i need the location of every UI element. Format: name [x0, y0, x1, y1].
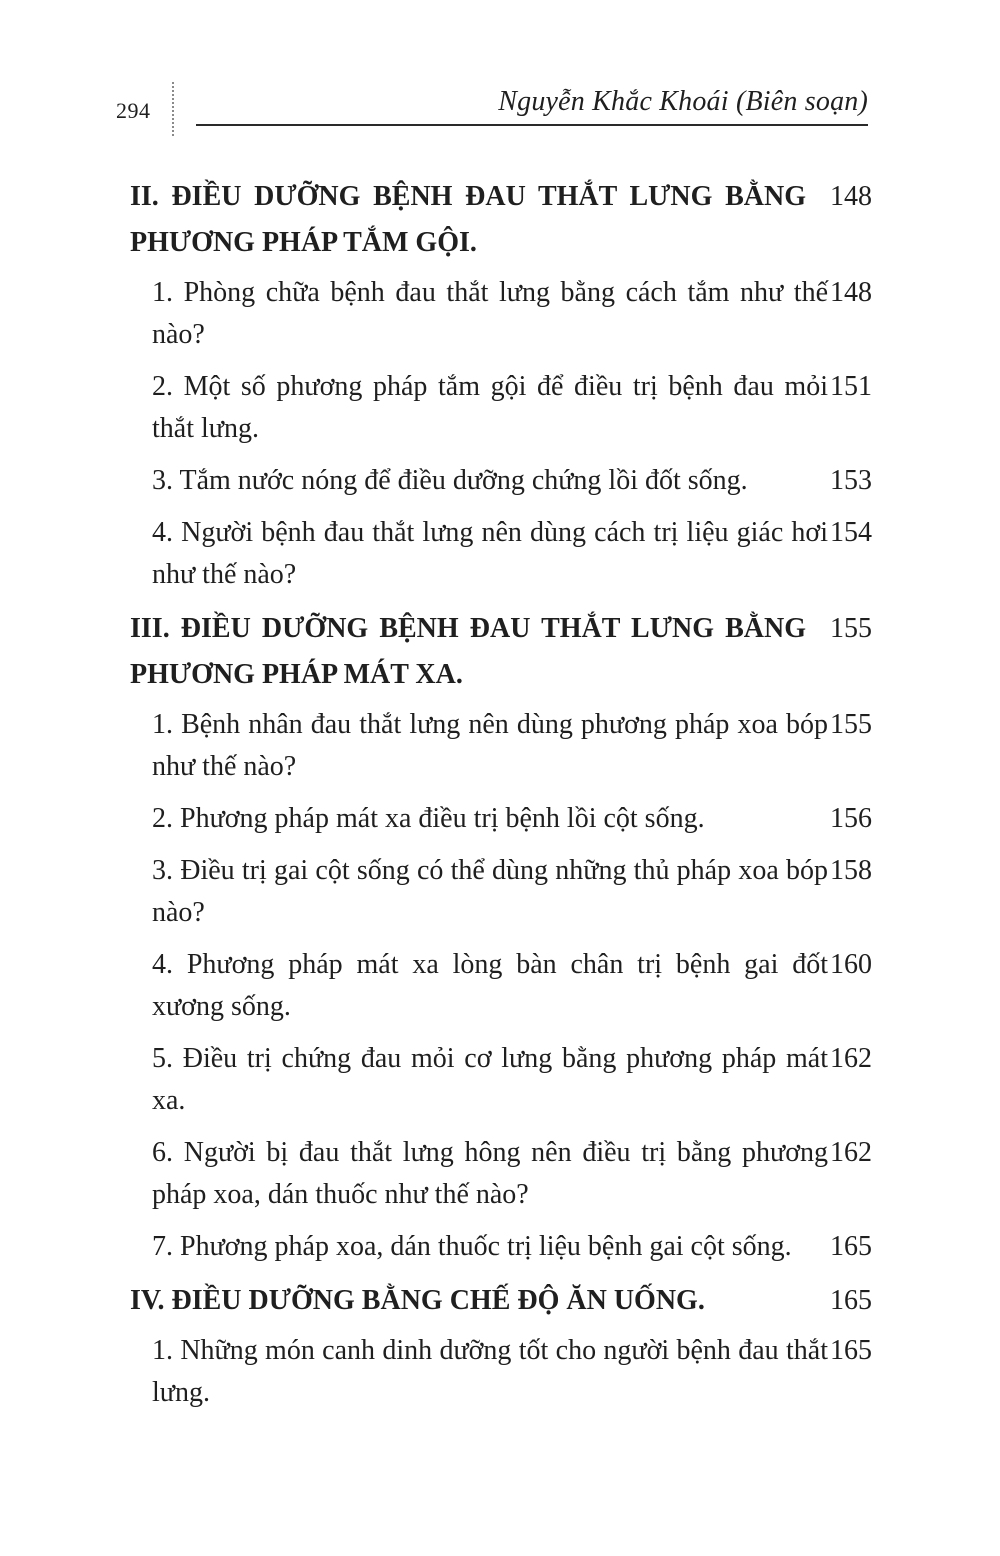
toc-entry-page: 154 — [830, 517, 872, 548]
toc-entry-page: 156 — [830, 803, 872, 834]
toc-entry-page: 158 — [830, 855, 872, 886]
toc-entry-page: 148 — [830, 277, 872, 308]
toc-entry-text: 1. Những món canh dinh dưỡng tốt cho người bệnh đau thắt lưng. — [152, 1335, 828, 1408]
toc-entry-text: 4. Phương pháp mát xa lòng bàn chân trị bệnh gai đốt xương sống. — [152, 949, 828, 1022]
table-of-contents — [130, 174, 870, 1424]
toc-section-entry — [130, 174, 870, 266]
toc-item-entry — [130, 850, 870, 934]
toc-item-entry — [130, 512, 870, 596]
toc-entry-page: 148 — [830, 181, 872, 212]
toc-entry-text: 7. Phương pháp xoa, dán thuốc trị liệu bệnh gai cột sống. — [152, 1231, 792, 1262]
toc-entry-text: 1. Bệnh nhân đau thắt lưng nên dùng phương pháp xoa bóp như thế nào? — [152, 709, 828, 782]
running-header-title: Nguyễn Khắc Khoái (Biên soạn) — [498, 86, 868, 117]
toc-item-entry — [130, 1330, 870, 1414]
toc-section-entry — [130, 1278, 870, 1324]
toc-item-entry — [130, 1038, 870, 1122]
toc-section-entry — [130, 606, 870, 698]
toc-entry-page: 165 — [830, 1231, 872, 1262]
toc-item-entry — [130, 272, 870, 356]
toc-item-entry — [130, 704, 870, 788]
toc-item-entry — [130, 1226, 870, 1268]
toc-entry-text: 5. Điều trị chứng đau mỏi cơ lưng bằng phương pháp mát xa. — [152, 1043, 828, 1116]
toc-entry-page: 162 — [830, 1137, 872, 1168]
toc-item-entry — [130, 798, 870, 840]
toc-entry-text: IV. ĐIỀU DƯỠNG BẰNG CHẾ ĐỘ ĂN UỐNG. — [130, 1285, 705, 1316]
toc-entry-page: 160 — [830, 949, 872, 980]
toc-item-entry — [130, 944, 870, 1028]
toc-entry-page: 151 — [830, 371, 872, 402]
toc-entry-page: 153 — [830, 465, 872, 496]
toc-entry-text: 6. Người bị đau thắt lưng hông nên điều trị bằng phương pháp xoa, dán thuốc như thế nào? — [152, 1137, 828, 1210]
toc-entry-text: 2. Phương pháp mát xa điều trị bệnh lồi cột sống. — [152, 803, 705, 834]
header-vertical-divider — [172, 82, 174, 136]
toc-entry-page: 155 — [830, 613, 872, 644]
toc-entry-page: 162 — [830, 1043, 872, 1074]
toc-item-entry — [130, 366, 870, 450]
page-number: 294 — [116, 98, 151, 123]
header-rule — [196, 124, 868, 126]
toc-entry-text: II. ĐIỀU DƯỠNG BỆNH ĐAU THẮT LƯNG BẰNG PHƯƠNG PHÁP TẮM GỘI. — [130, 181, 806, 258]
page-header — [0, 0, 1000, 140]
toc-item-entry — [130, 1132, 870, 1216]
toc-entry-text: III. ĐIỀU DƯỠNG BỆNH ĐAU THẮT LƯNG BẰNG PHƯƠNG PHÁP MÁT XA. — [130, 613, 806, 690]
toc-item-entry — [130, 460, 870, 502]
toc-entry-text: 2. Một số phương pháp tắm gội để điều trị bệnh đau mỏi thắt lưng. — [152, 371, 828, 444]
toc-entry-text: 3. Tắm nước nóng để điều dưỡng chứng lồi đốt sống. — [152, 465, 748, 496]
toc-entry-text: 1. Phòng chữa bệnh đau thắt lưng bằng cách tắm như thế nào? — [152, 277, 828, 350]
toc-entry-page: 155 — [830, 709, 872, 740]
toc-entry-page: 165 — [830, 1335, 872, 1366]
toc-entry-text: 4. Người bệnh đau thắt lưng nên dùng cách trị liệu giác hơi như thế nào? — [152, 517, 828, 590]
toc-entry-text: 3. Điều trị gai cột sống có thể dùng những thủ pháp xoa bóp nào? — [152, 855, 828, 928]
toc-entry-page: 165 — [830, 1285, 872, 1316]
